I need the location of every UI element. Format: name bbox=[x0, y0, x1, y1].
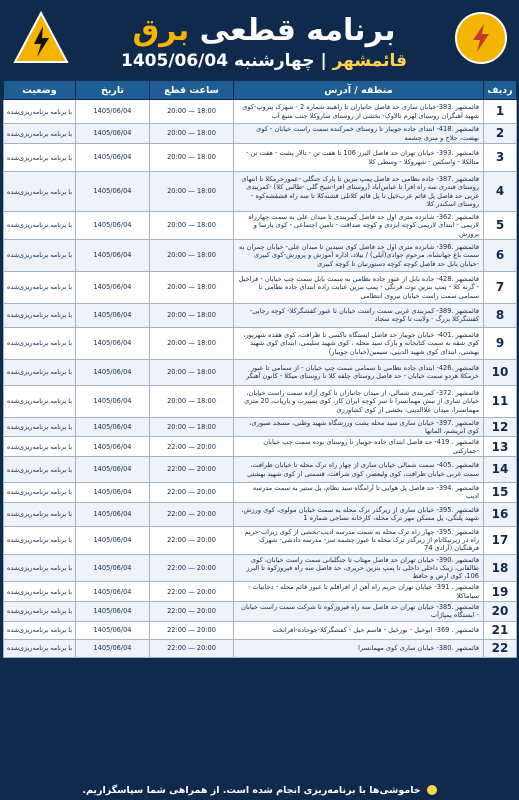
row-number: 14 bbox=[484, 457, 517, 483]
row-time: 20:00 — 22:00 bbox=[150, 602, 234, 622]
row-date: 1405/06/04 bbox=[76, 437, 150, 457]
row-status: با برنامه برنامه‌ریزی‌شده bbox=[4, 639, 76, 657]
row-status: با برنامه برنامه‌ریزی‌شده bbox=[4, 327, 76, 359]
electricity-company-logo-icon bbox=[455, 12, 507, 64]
row-date: 1405/06/04 bbox=[76, 526, 150, 554]
row-number: 21 bbox=[484, 621, 517, 639]
row-address: قائمشهر . 391- خیابان تهران حریم راه آهن از افرافلم تا عبور قائم محله - دخانیات - سیاماکلا bbox=[234, 582, 484, 602]
table-row bbox=[4, 385, 517, 417]
row-time: 20:00 — 22:00 bbox=[150, 582, 234, 602]
row-status: با برنامه برنامه‌ریزی‌شده bbox=[4, 582, 76, 602]
table-row bbox=[4, 502, 517, 526]
column-header-date: تاریخ bbox=[76, 81, 150, 100]
table-row bbox=[4, 526, 517, 554]
row-status: با برنامه برنامه‌ریزی‌شده bbox=[4, 417, 76, 437]
row-date: 1405/06/04 bbox=[76, 483, 150, 503]
row-time: 20:00 — 22:00 bbox=[150, 483, 234, 503]
row-address: قائمشهر .428- جاده بابل از عبور جاده نظامی به سمت بابل سمت چپ خیابان - قراخیل - گرنه کلا - پمپ بنزین توت فرنگی - پمپ بنزین عنایت زاده ابتدای جاده نظامی تا سمامی سمت راست خیابان نیروی انتظامی bbox=[234, 271, 484, 303]
row-time: 18:00 — 20:00 bbox=[150, 385, 234, 417]
row-status: با برنامه برنامه‌ریزی‌شده bbox=[4, 172, 76, 212]
row-time: 18:00 — 20:00 bbox=[150, 271, 234, 303]
row-address: قائمشهر .395- چهار راه ترک محله به سمت مدرسه ادیب-بخشی از کوی زیراب-حریم راه در زیرنیکانام از زیرگذر ترک محله تا عبور چشمه سر- مدرسه دادشی- شهرک فرهنگیان (آزادی 74 bbox=[234, 526, 484, 554]
row-time: 20:00 — 22:00 bbox=[150, 502, 234, 526]
table-row bbox=[4, 271, 517, 303]
row-date: 1405/06/04 bbox=[76, 359, 150, 385]
row-number: 20 bbox=[484, 602, 517, 622]
header bbox=[0, 0, 519, 78]
row-date: 1405/06/04 bbox=[76, 100, 150, 124]
row-address: قائمشهر .401- خیابان جویبار حد فاصل ایستگاه تاکسی تا ظرافت، کوی هفده شهریور، کوی شقه به سمت کتابخانه و پارک سید محله ، کوی شهید سلیمی، ابتدای کوی شهید بهشتی، ابتدای کوی شهید الدینی، سیمین(خیابان جویبار) bbox=[234, 327, 484, 359]
row-date: 1405/06/04 bbox=[76, 502, 150, 526]
row-time: 18:00 — 20:00 bbox=[150, 100, 234, 124]
row-number: 18 bbox=[484, 554, 517, 582]
table-row bbox=[4, 212, 517, 240]
bulb-icon bbox=[427, 785, 437, 795]
row-address: قائمشهر .418- ابتدای جاده جویبار تا روستای خمرکنده سمت راست خیابان - کوی نهضت، حلاج و منزی چشمه bbox=[234, 124, 484, 144]
row-date: 1405/06/04 bbox=[76, 212, 150, 240]
row-status: با برنامه برنامه‌ریزی‌شده bbox=[4, 271, 76, 303]
row-address: قائمشهر .372- کمربندی شمالی، از میدان جانبازان تا کوی آزاده سمت راست خیابان، خیابان ساری از نبش مهمانسرا تا سر کوچه ایران کار، کوی بسیرت و پاریاب، 20 متری مهمانسرا، میدان علاالدینی، بخشی از کوی کشاورزی bbox=[234, 385, 484, 417]
row-status: با برنامه برنامه‌ریزی‌شده bbox=[4, 602, 76, 622]
row-date: 1405/06/04 bbox=[76, 303, 150, 327]
table-row bbox=[4, 483, 517, 503]
table-row bbox=[4, 554, 517, 582]
row-time: 18:00 — 20:00 bbox=[150, 212, 234, 240]
row-time: 18:00 — 20:00 bbox=[150, 327, 234, 359]
row-time: 18:00 — 20:00 bbox=[150, 172, 234, 212]
row-date: 1405/06/04 bbox=[76, 582, 150, 602]
row-status: با برنامه برنامه‌ریزی‌شده bbox=[4, 437, 76, 457]
table-row bbox=[4, 621, 517, 639]
row-time: 18:00 — 20:00 bbox=[150, 144, 234, 172]
row-address: قائمشهر .394- حد فاصل پل هوایی تا آرامگاه سید نظام، پل ستیر به سمت مدرسه ادیب bbox=[234, 483, 484, 503]
row-number: 17 bbox=[484, 526, 517, 554]
row-address: قائمشهر . 369- ابوخیل - بورخیل - قاسم خیل - کفشگرکلا-جوجاده-افراتخت bbox=[234, 621, 484, 639]
row-address: قائمشهر .362- شانزده متری اول حد فاصل کمربندی تا میدان علی به سمت چهارراه لاریمی - ابتدای لاریمی کوچه ایزدی و کوچه صداقت - تامین اجتماعی - کوی پارسا و پرورش bbox=[234, 212, 484, 240]
table-row bbox=[4, 239, 517, 271]
table-row bbox=[4, 602, 517, 622]
table-row bbox=[4, 303, 517, 327]
row-time: 18:00 — 20:00 bbox=[150, 359, 234, 385]
footer-note bbox=[0, 780, 519, 800]
column-header-time: ساعت قطع bbox=[150, 81, 234, 100]
row-address: قائمشهر .383-خیابان ساری حد فاصل جانباران تا راهبند شماره 2 - شهرک پتروپ-کوی شهید آهنگران روستای لهرم تالاوک- بخشی از روستای ساروکلا جنب منبع آب bbox=[234, 100, 484, 124]
row-number: 19 bbox=[484, 582, 517, 602]
table-row bbox=[4, 172, 517, 212]
row-status: با برنامه برنامه‌ریزی‌شده bbox=[4, 212, 76, 240]
title-accent-text: برق bbox=[132, 13, 190, 48]
row-status: با برنامه برنامه‌ریزی‌شده bbox=[4, 457, 76, 483]
row-status: با برنامه برنامه‌ریزی‌شده bbox=[4, 303, 76, 327]
row-date: 1405/06/04 bbox=[76, 385, 150, 417]
table-row bbox=[4, 124, 517, 144]
day-date: چهارشنبه 1405/06/04 bbox=[121, 51, 315, 71]
city-name: قائمشهر bbox=[332, 51, 407, 71]
column-header-address: منطقه / آدرس bbox=[234, 81, 484, 100]
row-number: 3 bbox=[484, 144, 517, 172]
table-row bbox=[4, 417, 517, 437]
row-status: با برنامه برنامه‌ریزی‌شده bbox=[4, 502, 76, 526]
row-status: با برنامه برنامه‌ریزی‌شده bbox=[4, 144, 76, 172]
row-time: 20:00 — 22:00 bbox=[150, 621, 234, 639]
table-row bbox=[4, 327, 517, 359]
table-row bbox=[4, 144, 517, 172]
row-number: 13 bbox=[484, 437, 517, 457]
row-status: با برنامه برنامه‌ریزی‌شده bbox=[4, 359, 76, 385]
row-time: 20:00 — 22:00 bbox=[150, 526, 234, 554]
table-row bbox=[4, 359, 517, 385]
row-date: 1405/06/04 bbox=[76, 639, 150, 657]
row-time: 20:00 — 22:00 bbox=[150, 437, 234, 457]
row-number: 10 bbox=[484, 359, 517, 385]
row-address: قائمشهر .385- خیابان تهران حد فاصل سه راه فیروزکوه تا شرکت سمت راست خیابان - ایستگاه پمپاژآب bbox=[234, 602, 484, 622]
row-date: 1405/06/04 bbox=[76, 621, 150, 639]
row-date: 1405/06/04 bbox=[76, 602, 150, 622]
row-number: 6 bbox=[484, 239, 517, 271]
table-body bbox=[4, 100, 517, 658]
page-subtitle bbox=[109, 50, 419, 72]
row-time: 20:00 — 22:00 bbox=[150, 639, 234, 657]
row-date: 1405/06/04 bbox=[76, 417, 150, 437]
row-number: 16 bbox=[484, 502, 517, 526]
row-number: 7 bbox=[484, 271, 517, 303]
column-header-row-number: ردیف bbox=[484, 81, 517, 100]
row-date: 1405/06/04 bbox=[76, 144, 150, 172]
row-number: 9 bbox=[484, 327, 517, 359]
row-date: 1405/06/04 bbox=[76, 554, 150, 582]
title-text: برنامه قطعی bbox=[189, 13, 396, 48]
row-time: 18:00 — 20:00 bbox=[150, 124, 234, 144]
row-status: با برنامه برنامه‌ریزی‌شده bbox=[4, 385, 76, 417]
row-time: 18:00 — 20:00 bbox=[150, 417, 234, 437]
table-row bbox=[4, 100, 517, 124]
row-status: با برنامه برنامه‌ریزی‌شده bbox=[4, 526, 76, 554]
table-row bbox=[4, 639, 517, 657]
row-number: 15 bbox=[484, 483, 517, 503]
row-number: 22 bbox=[484, 639, 517, 657]
high-voltage-warning-icon bbox=[12, 10, 70, 66]
row-time: 18:00 — 20:00 bbox=[150, 239, 234, 271]
row-time: 20:00 — 22:00 bbox=[150, 457, 234, 483]
row-status: با برنامه برنامه‌ریزی‌شده bbox=[4, 621, 76, 639]
row-time: 18:00 — 20:00 bbox=[150, 303, 234, 327]
row-address: قائمشهر . 419- حد فاصل ابتدای جاده جویبار تا روستای نوده سمت چپ خیابان -جمازکتی bbox=[234, 437, 484, 457]
row-status: با برنامه برنامه‌ریزی‌شده bbox=[4, 239, 76, 271]
footer-text: خاموشی‌ها با برنامه‌ریزی انجام شده است. از همراهی شما سپاسگزاریم. bbox=[82, 784, 421, 796]
table-row bbox=[4, 437, 517, 457]
table-row bbox=[4, 582, 517, 602]
row-address: قائمشهر .395- خیابان ساری از زیرگذر ترک محله به سمت خیابان مولوی، کوی ورزش، شهید پلنگی، پل مسکن مهر ترک محله، کارخانه نساجی شماره 1 bbox=[234, 502, 484, 526]
row-address: قائمشهر .390- خیابان تهران حد فاصل مهتاب تا جنگلبانی سمت راست خیابان، کوی طالقانی، زینک داخلی داخلی تا پمپ بنزین حریری، حد فاصل سه راه فیروزکوه تا البرز 106، کوی ارض و حافظ bbox=[234, 554, 484, 582]
page-title bbox=[99, 14, 429, 48]
row-address: قائمشهر .397- خیابان ساری سید محله بشت ورزشگاه شهید وطنی، مسجد صبوری، کوی ابریشم، المانها bbox=[234, 417, 484, 437]
row-number: 12 bbox=[484, 417, 517, 437]
column-header-status: وضعیت bbox=[4, 81, 76, 100]
row-time: 20:00 — 22:00 bbox=[150, 554, 234, 582]
row-date: 1405/06/04 bbox=[76, 271, 150, 303]
row-date: 1405/06/04 bbox=[76, 327, 150, 359]
row-number: 11 bbox=[484, 385, 517, 417]
row-number: 5 bbox=[484, 212, 517, 240]
outage-table bbox=[3, 80, 517, 658]
row-number: 8 bbox=[484, 303, 517, 327]
row-address: قائمشهر .380- خیابان ساری کوی مهمانسرا bbox=[234, 639, 484, 657]
row-address: قائمشهر .396- شانزده متری اول حد فاصل کوی سیدین تا میدان علی- خیابان چمران به سمت باغ جهانشاه، مرحوم جوادی(آیلی) / بیلاد، اداره آموزش و پرورش-کوی کبیری -خیابان بابل حد فاصل کوچه کوچه دستورنیان تا کوچه کبیری bbox=[234, 239, 484, 271]
row-number: 4 bbox=[484, 172, 517, 212]
row-status: با برنامه برنامه‌ریزی‌شده bbox=[4, 483, 76, 503]
row-address: قائمشهر .393- خیابان تهران حد فاصل البرز 106 تا هفت تن - تالار پشت - هفت تن - متالکلا - واسکس - شهروکلا - وسطی کلا bbox=[234, 144, 484, 172]
row-number: 2 bbox=[484, 124, 517, 144]
row-date: 1405/06/04 bbox=[76, 124, 150, 144]
row-status: با برنامه برنامه‌ریزی‌شده bbox=[4, 554, 76, 582]
row-number: 1 bbox=[484, 100, 517, 124]
table-header-row bbox=[4, 81, 517, 100]
subtitle-separator: | bbox=[314, 51, 333, 71]
row-date: 1405/06/04 bbox=[76, 172, 150, 212]
row-address: قائمشهر .405- سمت شمالی خیابان ساری از چهار راه ترک محله تا خیابان ظرافت، سمت غربی خیابان ظرافت، کوی ولیعصر، کوی شرافت، قسمتی از کوی شهید بهشتی bbox=[234, 457, 484, 483]
row-status: با برنامه برنامه‌ریزی‌شده bbox=[4, 124, 76, 144]
row-date: 1405/06/04 bbox=[76, 239, 150, 271]
row-address: قائمشهر .426- ابتدای جاده نظامی تا سمامی سمت چپ خیابان - از سمامی تا عبور خرمکلا هردو سمت خیابان - حد فاصل روستای چلفه کلا تا روستای میکلا - کانون آهنگر bbox=[234, 359, 484, 385]
row-address: قائمشهر .387- جاده نظامی حد فاصل پمپ بنزین تا پارک جنگلی -عمورخرمکلا تا انتهای روستای قندری سه راه افرا تا عباس‌آباد (روستای افرا-شیخ گلی -طالبی کلا) -کمربندی غربی حد فاصل پل قائم عرب‌خیل تا پل قائم کلاتلی قشنه‌کلا تا سه راه قشقشه‌کوه - روستای اسکندر کلا bbox=[234, 172, 484, 212]
row-address: قائمشهر .389- کمربندی غربی سمت راست خیابان تا عبور کفشگرکلا- کوچه رجایی- کفشگرکلا بزرگ - ولایت تا کوچه سجاد bbox=[234, 303, 484, 327]
row-date: 1405/06/04 bbox=[76, 457, 150, 483]
table-row bbox=[4, 457, 517, 483]
row-status: با برنامه برنامه‌ریزی‌شده bbox=[4, 100, 76, 124]
